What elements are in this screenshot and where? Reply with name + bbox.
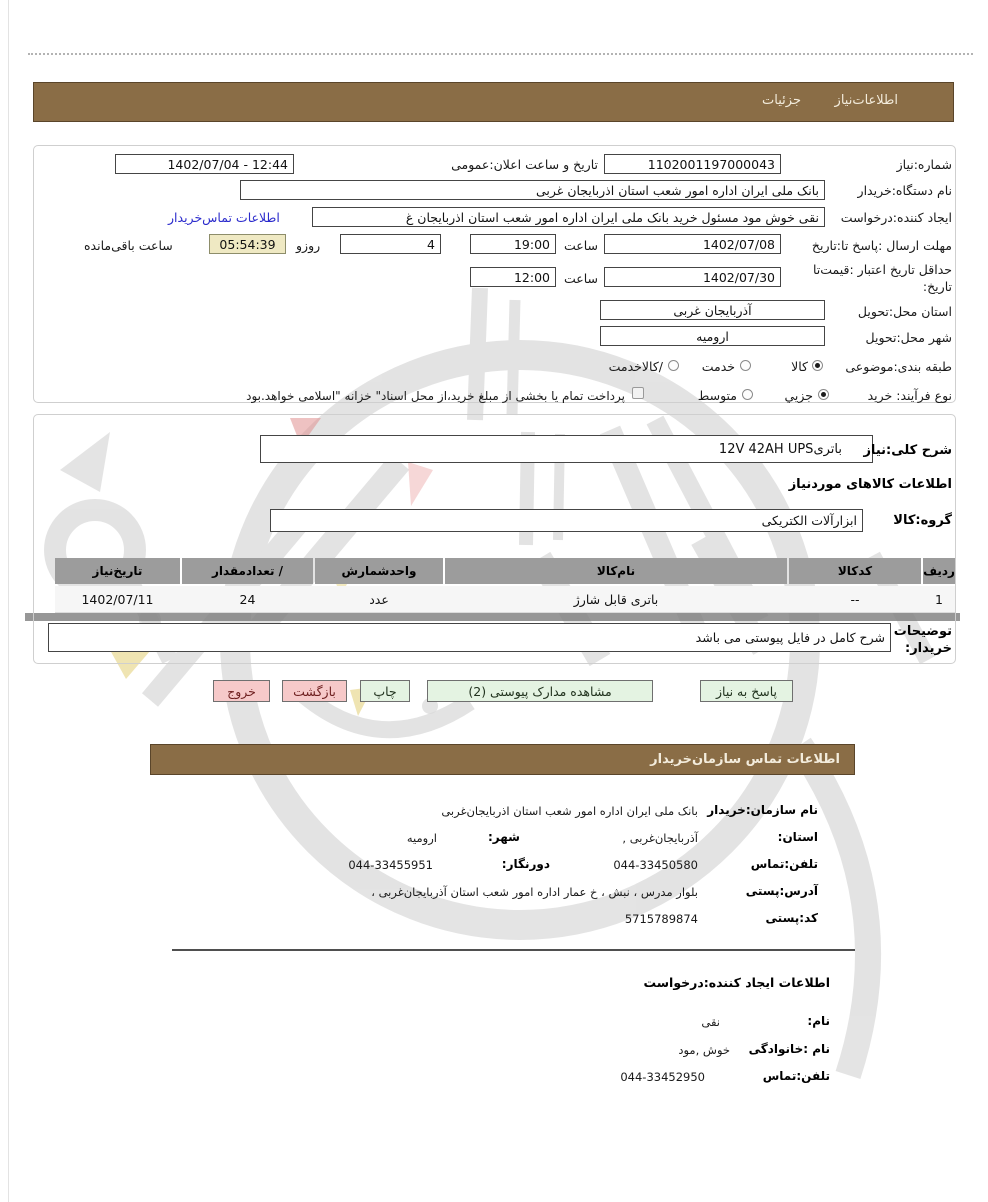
requester-info-heading: اطلاعات ایجاد کننده:درخواست [643, 975, 830, 990]
process-option-partial-label: جزیي [784, 388, 813, 403]
delivery-city-label: شهر محل:تحویل [865, 330, 952, 345]
contact-postal-label: کد:پستی [765, 911, 818, 925]
delivery-province-label: استان محل:تحویل [857, 304, 952, 319]
delivery-city-field[interactable]: ارومیه [600, 326, 825, 346]
reply-deadline-label: مهلت ارسال :پاسخ تا:تاریخ [811, 238, 952, 253]
category-radio-service[interactable] [740, 360, 751, 371]
table-cell-item-code: -- [850, 591, 860, 607]
price-validity-label-line2: تاریخ: [922, 279, 952, 294]
contact-city-label: شهر: [488, 830, 520, 844]
process-radio-partial[interactable] [818, 389, 829, 400]
table-cell-quantity: 24 [239, 591, 256, 607]
overall-desc-label: شرح کلی:نیاز [863, 443, 952, 458]
category-option-service-label: خدمت [701, 359, 735, 374]
contact-phone-value: 044-33450580 [613, 858, 698, 872]
table-header-row-number: ردیف [923, 558, 955, 584]
view-attachments-button[interactable]: مشاهده مدارک پیوستی (2) [427, 680, 653, 702]
process-option-medium-label: متوسط [697, 388, 737, 403]
table-cell-row-number: 1 [935, 591, 943, 607]
buyer-contact-header-title: اطلاعات تماس سازمان‌خریدار [650, 752, 840, 767]
contact-address-label: آدرس:پستی [745, 884, 818, 898]
table-header-item-code: کدکالا [789, 558, 921, 584]
contact-province-value: آذربایجان‌غربی , [622, 831, 698, 845]
goods-info-heading: اطلاعات کالاهای موردنیاز [788, 477, 952, 492]
table-cell-item-name: باتری قابل شارژ [573, 591, 659, 607]
table-header-unit: واحدشمارش [315, 558, 443, 584]
request-creator-label: ایجاد کننده:درخواست [840, 210, 952, 225]
reply-to-need-button[interactable]: پاسخ به نیاز [700, 680, 793, 702]
category-radio-goods-service[interactable] [668, 360, 679, 371]
need-number-field[interactable]: 1102001197000043 [604, 154, 781, 174]
buyer-org-field[interactable]: بانک ملی ایران اداره امور شعب استان اذربایجان غربی [240, 180, 825, 200]
remaining-days-field[interactable]: 4 [340, 234, 441, 254]
price-validity-time-field[interactable]: 12:00 [470, 267, 556, 287]
category-option-goods-label: کالا [791, 359, 808, 374]
tab-details[interactable]: جزئیات [762, 93, 801, 108]
requester-phone-value: 044-33452950 [620, 1070, 705, 1084]
buyer-contact-header [150, 744, 855, 775]
contact-fax-label: دورنگار: [501, 857, 550, 871]
process-radio-medium[interactable] [742, 389, 753, 400]
treasury-payment-checkbox[interactable] [632, 387, 644, 399]
requester-last-name-value: خوش ,مود [678, 1043, 730, 1057]
page-left-border [8, 0, 9, 1202]
goods-group-field[interactable]: ابزارآلات الکتریکی [270, 509, 863, 532]
contact-org-label: نام سازمان:خریدار [707, 803, 818, 817]
buyer-notes-label-line2: خریدار: [905, 641, 952, 656]
contact-province-label: استان: [777, 830, 818, 844]
process-type-label: نوع فرآیند: خرید [867, 388, 952, 403]
table-cell-need-date: 1402/07/11 [81, 591, 154, 607]
contact-phone-label: تلفن:تماس [750, 857, 818, 871]
top-menubar [33, 82, 954, 122]
tab-need-info[interactable]: اطلاعات‌نیاز [834, 93, 898, 108]
contact-org-value: بانک ملی ایران اداره امور شعب استان اذربایجان‌غربی [441, 804, 698, 818]
days-label: روزو [296, 238, 321, 253]
category-label: طبقه بندی:موضوعی [845, 359, 952, 374]
requester-phone-label: تلفن:تماس [762, 1069, 830, 1083]
contact-city-value: ارومیه [406, 831, 437, 845]
reply-deadline-time-label: ساعت [563, 238, 598, 253]
buyer-org-label: نام دستگاه:خریدار [857, 183, 952, 198]
need-number-label: شماره:نیاز [896, 157, 952, 172]
announce-datetime-label: تاریخ و ساعت اعلان:عمومی [451, 157, 598, 172]
back-button[interactable]: بازگشت [282, 680, 347, 702]
buyer-notes-field[interactable]: شرح کامل در فایل پیوستی می باشد [48, 623, 891, 652]
remaining-hours-label: ساعت باقی‌مانده [84, 238, 173, 253]
price-validity-date-field[interactable]: 1402/07/30 [604, 267, 781, 287]
contact-fax-value: 044-33455951 [348, 858, 433, 872]
contact-postal-value: 5715789874 [624, 912, 698, 926]
delivery-province-field[interactable]: آذربایجان غربی [600, 300, 825, 320]
buyer-notes-label-line1: توضیحات [893, 624, 952, 639]
contact-address-value: بلوار مدرس ، نبش ، خ عمار اداره امور شعب استان آذربایجان‌غربی ، [371, 885, 698, 899]
table-header-quantity: / تعدادمقدار [182, 558, 313, 584]
table-cell-unit: عدد [369, 591, 389, 607]
reply-deadline-date-field[interactable]: 1402/07/08 [604, 234, 781, 254]
category-option-goods-service-label: /کالاخدمت [608, 359, 663, 374]
category-radio-goods[interactable] [812, 360, 823, 371]
request-creator-field[interactable]: نقی خوش مود مسئول خرید بانک ملی ایران اداره امور شعب استان اذربایجان غ [312, 207, 825, 227]
top-dotted-separator [28, 53, 973, 55]
table-header-need-date: تاریخ‌نیاز [55, 558, 180, 584]
goods-group-label: گروه:کالا [893, 513, 952, 528]
countdown-timer: 05:54:39 [209, 234, 286, 254]
print-button[interactable]: چاپ [360, 680, 410, 702]
announce-datetime-field[interactable]: 1402/07/04 - 12:44 [115, 154, 294, 174]
reply-deadline-time-field[interactable]: 19:00 [470, 234, 556, 254]
treasury-payment-label: پرداخت تمام یا بخشی از مبلغ خرید،از محل اسناد" خزانه "اسلامی خواهد.بود [246, 389, 625, 403]
buyer-contact-link[interactable]: اطلاعات تماس‌خریدار [168, 210, 280, 225]
price-validity-time-label: ساعت [563, 271, 598, 286]
overall-desc-field[interactable]: 12V 42AH UPSباتری [260, 435, 873, 463]
section-divider [172, 949, 855, 951]
exit-button[interactable]: خروج [213, 680, 270, 702]
price-validity-label-line1: حداقل تاریخ اعتبار :قیمت‌تا [812, 262, 952, 277]
table-header-item-name: نام‌کالا [445, 558, 787, 584]
requester-first-name-value: نقی [701, 1015, 720, 1029]
requester-first-name-label: نام: [807, 1014, 830, 1028]
requester-last-name-label: نام :خانوادگی [748, 1042, 830, 1056]
